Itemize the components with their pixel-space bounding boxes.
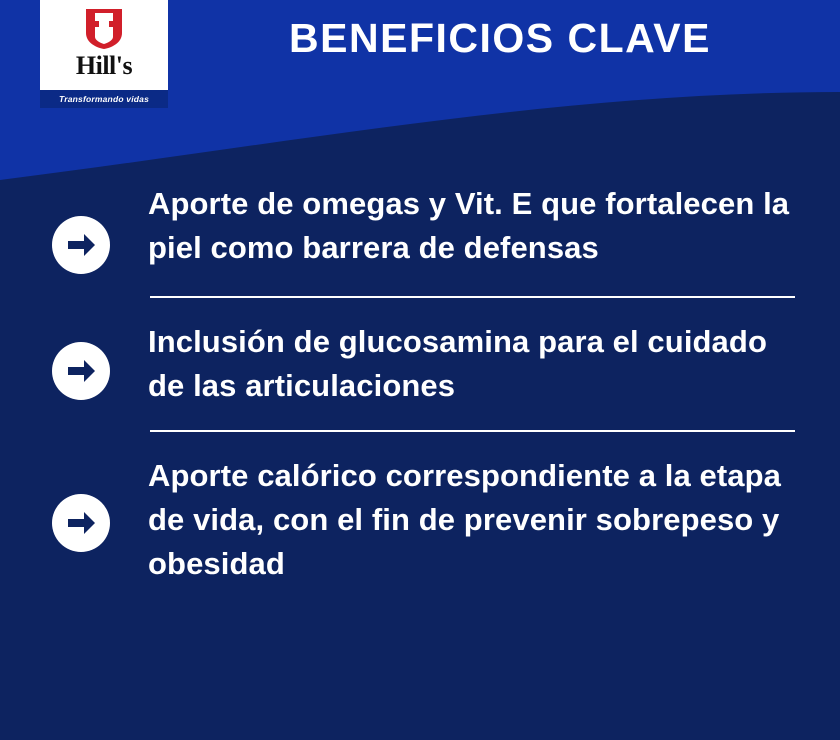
brand-tagline: Transformando vidas xyxy=(58,94,150,104)
benefit-icon-cell xyxy=(52,454,148,552)
arrow-right-icon xyxy=(52,494,110,552)
benefit-item xyxy=(0,320,840,408)
brand-wordmark: Hill's xyxy=(75,51,133,80)
brand-logo xyxy=(40,0,168,108)
benefit-text: Aporte calórico correspondiente a la etapa de vida, con el fin de prevenir sobrepeso y obesidad xyxy=(148,458,781,581)
benefit-item xyxy=(0,182,840,274)
benefit-divider xyxy=(150,296,795,298)
benefit-divider xyxy=(150,430,795,432)
benefit-text: Aporte de omegas y Vit. E que fortalecen la piel como barrera de defensas xyxy=(148,186,790,265)
benefit-item xyxy=(0,454,840,586)
arrow-right-icon xyxy=(52,342,110,400)
page-title: BENEFICIOS CLAVE xyxy=(289,15,711,61)
arrow-right-icon xyxy=(52,216,110,274)
benefit-icon-cell xyxy=(52,320,148,400)
benefits-list xyxy=(0,170,840,586)
hills-shield-icon xyxy=(83,7,125,51)
brand-tagline-bar xyxy=(40,90,168,108)
benefit-icon-cell xyxy=(52,182,148,274)
benefit-text: Inclusión de glucosamina para el cuidado de las articulaciones xyxy=(148,324,767,403)
